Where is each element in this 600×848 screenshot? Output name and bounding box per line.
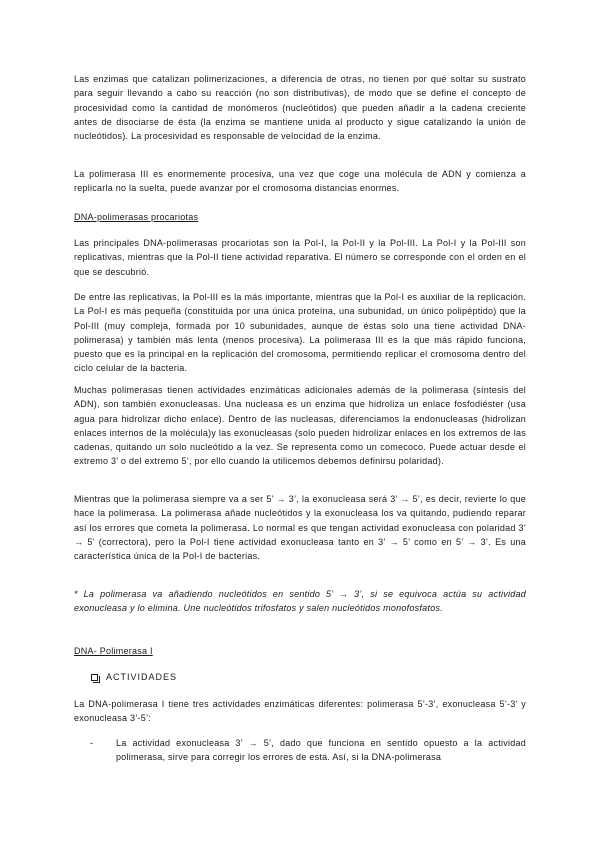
section-heading-procariotas: [74, 210, 526, 224]
paragraph-text: Las enzimas que catalizan polimerizaciones, a diferencia de otras, no tienen por qué soltar su sustrato para seguir llevando a cabo su reacción (no son distributivas), de modo que se define el concepto de procesividad como la cantidad de monómeros (nucleótidos) que pueden añadir a la cadena creciente antes de disociarse de ésta (la enzima se mantiene unida al producto y sigue catalizando la unión de nucleótidos). La procesividad es responsable de velocidad de la enzima.: [74, 74, 526, 142]
dash-list-item: [74, 736, 526, 765]
section-heading: DNA- Polimerasa I: [74, 646, 153, 656]
paragraph-polaridad: [74, 492, 526, 563]
note-paragraph: [74, 587, 526, 616]
paragraph-replicativas: [74, 290, 526, 376]
paragraph-text: Mientras que la polimerasa siempre va a ser 5’ → 3’, la exonucleasa será 3’ → 5’, es decir, revierte lo que hace la polimerasa. La polimerasa añade nucleótidos y la exonucleasa los va quitando, pudiendo reparar así los errores que cometa la polimerasa. Lo normal es que tengan actividad exonucleasa con polaridad 3’ → 5’ (correctora), pero la Pol-I tiene actividad exonucleasa tanto en 3’ → 5’ como en 5’ → 3’. Es una característica única de la Pol-I de bacterias.: [74, 494, 526, 562]
bullet-actividades: [74, 670, 526, 684]
section-heading-pol-i: [74, 644, 526, 658]
paragraph-principales: [74, 236, 526, 279]
dash-marker: -: [90, 738, 94, 748]
paragraph-text: Muchas polimerasas tienen actividades enzimáticas adicionales además de la polimerasa (síntesis del ADN), son también exonucleasas. Una nucleasa es un enzima que hidroliza un enlace fosfodiéster (usa agua para hidrolizar dicho enlace). Dentro de las nucleasas, diferenciamos la endonucleasas (hidrolizan enlaces internos de la molécula)y las exonucleasas (solo pueden hidrolizar enlaces en los extremos de las cadenas, quitando un solo nucleótido a la vez. Se representa como un comecoco. Puede actuar desde el extremo 3’ o del extremo 5’, por ello cuando la utilicemos debemos definirsu polaridad).: [74, 385, 526, 467]
bullet-label: ACTIVIDADES: [106, 672, 178, 682]
paragraph-text: La polimerasa III es enormemente procesiva, una vez que coge una molécula de ADN y comienza a replicarla no la suelta, puede avanzar por el cromosoma distancias enormes.: [74, 169, 526, 194]
section-heading: DNA-polimerasas procariotas: [74, 212, 199, 222]
checkbox-bullet-icon: [91, 674, 98, 681]
italic-note: * La polimerasa va añadiendo nucleótidos en sentido 5’ → 3’, si se equivoca actúa su actividad exonucleasa y lo elimina. Une nucleótidos trifosfatos y salen nucleótidos monofosfatos.: [74, 589, 526, 614]
paragraph-text: La DNA-polimerasa I tiene tres actividades enzimáticas diferentes: polimerasa 5’-3’, exonucleasa 5’-3’ y exonucleasa 3’-5’:: [74, 699, 526, 724]
paragraph-procesividad: [74, 72, 526, 143]
paragraph-text: De entre las replicativas, la Pol-III es la más importante, mientras que la Pol-I es auxiliar de la replicación. La Pol-I es más pequeña (constituida por una única proteína, una subunidad, un único polipéptido) que la Pol-III (muy compleja, formada por 10 subunidades, aunque de éstas solo una tiene actividad DNA-polimerasa) y también más lenta (menos procesiva). La polimerasa III es la que más rápido funciona, puesto que es la principal en la replicación del cromosoma, permitiendo replicar el cromosoma dentro del ciclo celular de la bacteria.: [74, 292, 526, 374]
paragraph-tres-actividades: [74, 697, 526, 726]
paragraph-exonucleasas: [74, 383, 526, 469]
paragraph-text: Las principales DNA-polimerasas procariotas son la Pol-I, la Pol-II y la Pol-III. La Pol-I y la Pol-III son replicativas, mientras que la Pol-II tiene actividad reparativa. El número se corresponde con el orden en el que se descubrió.: [74, 238, 526, 277]
list-item-text: La actividad exonucleasa 3’ → 5’, dado que funciona en sentido opuesto a la actividad polimerasa, sirve para corregir los errores de esta. Así, si la DNA-polimerasa: [116, 738, 526, 763]
paragraph-polimerasa-iii: [74, 167, 526, 196]
